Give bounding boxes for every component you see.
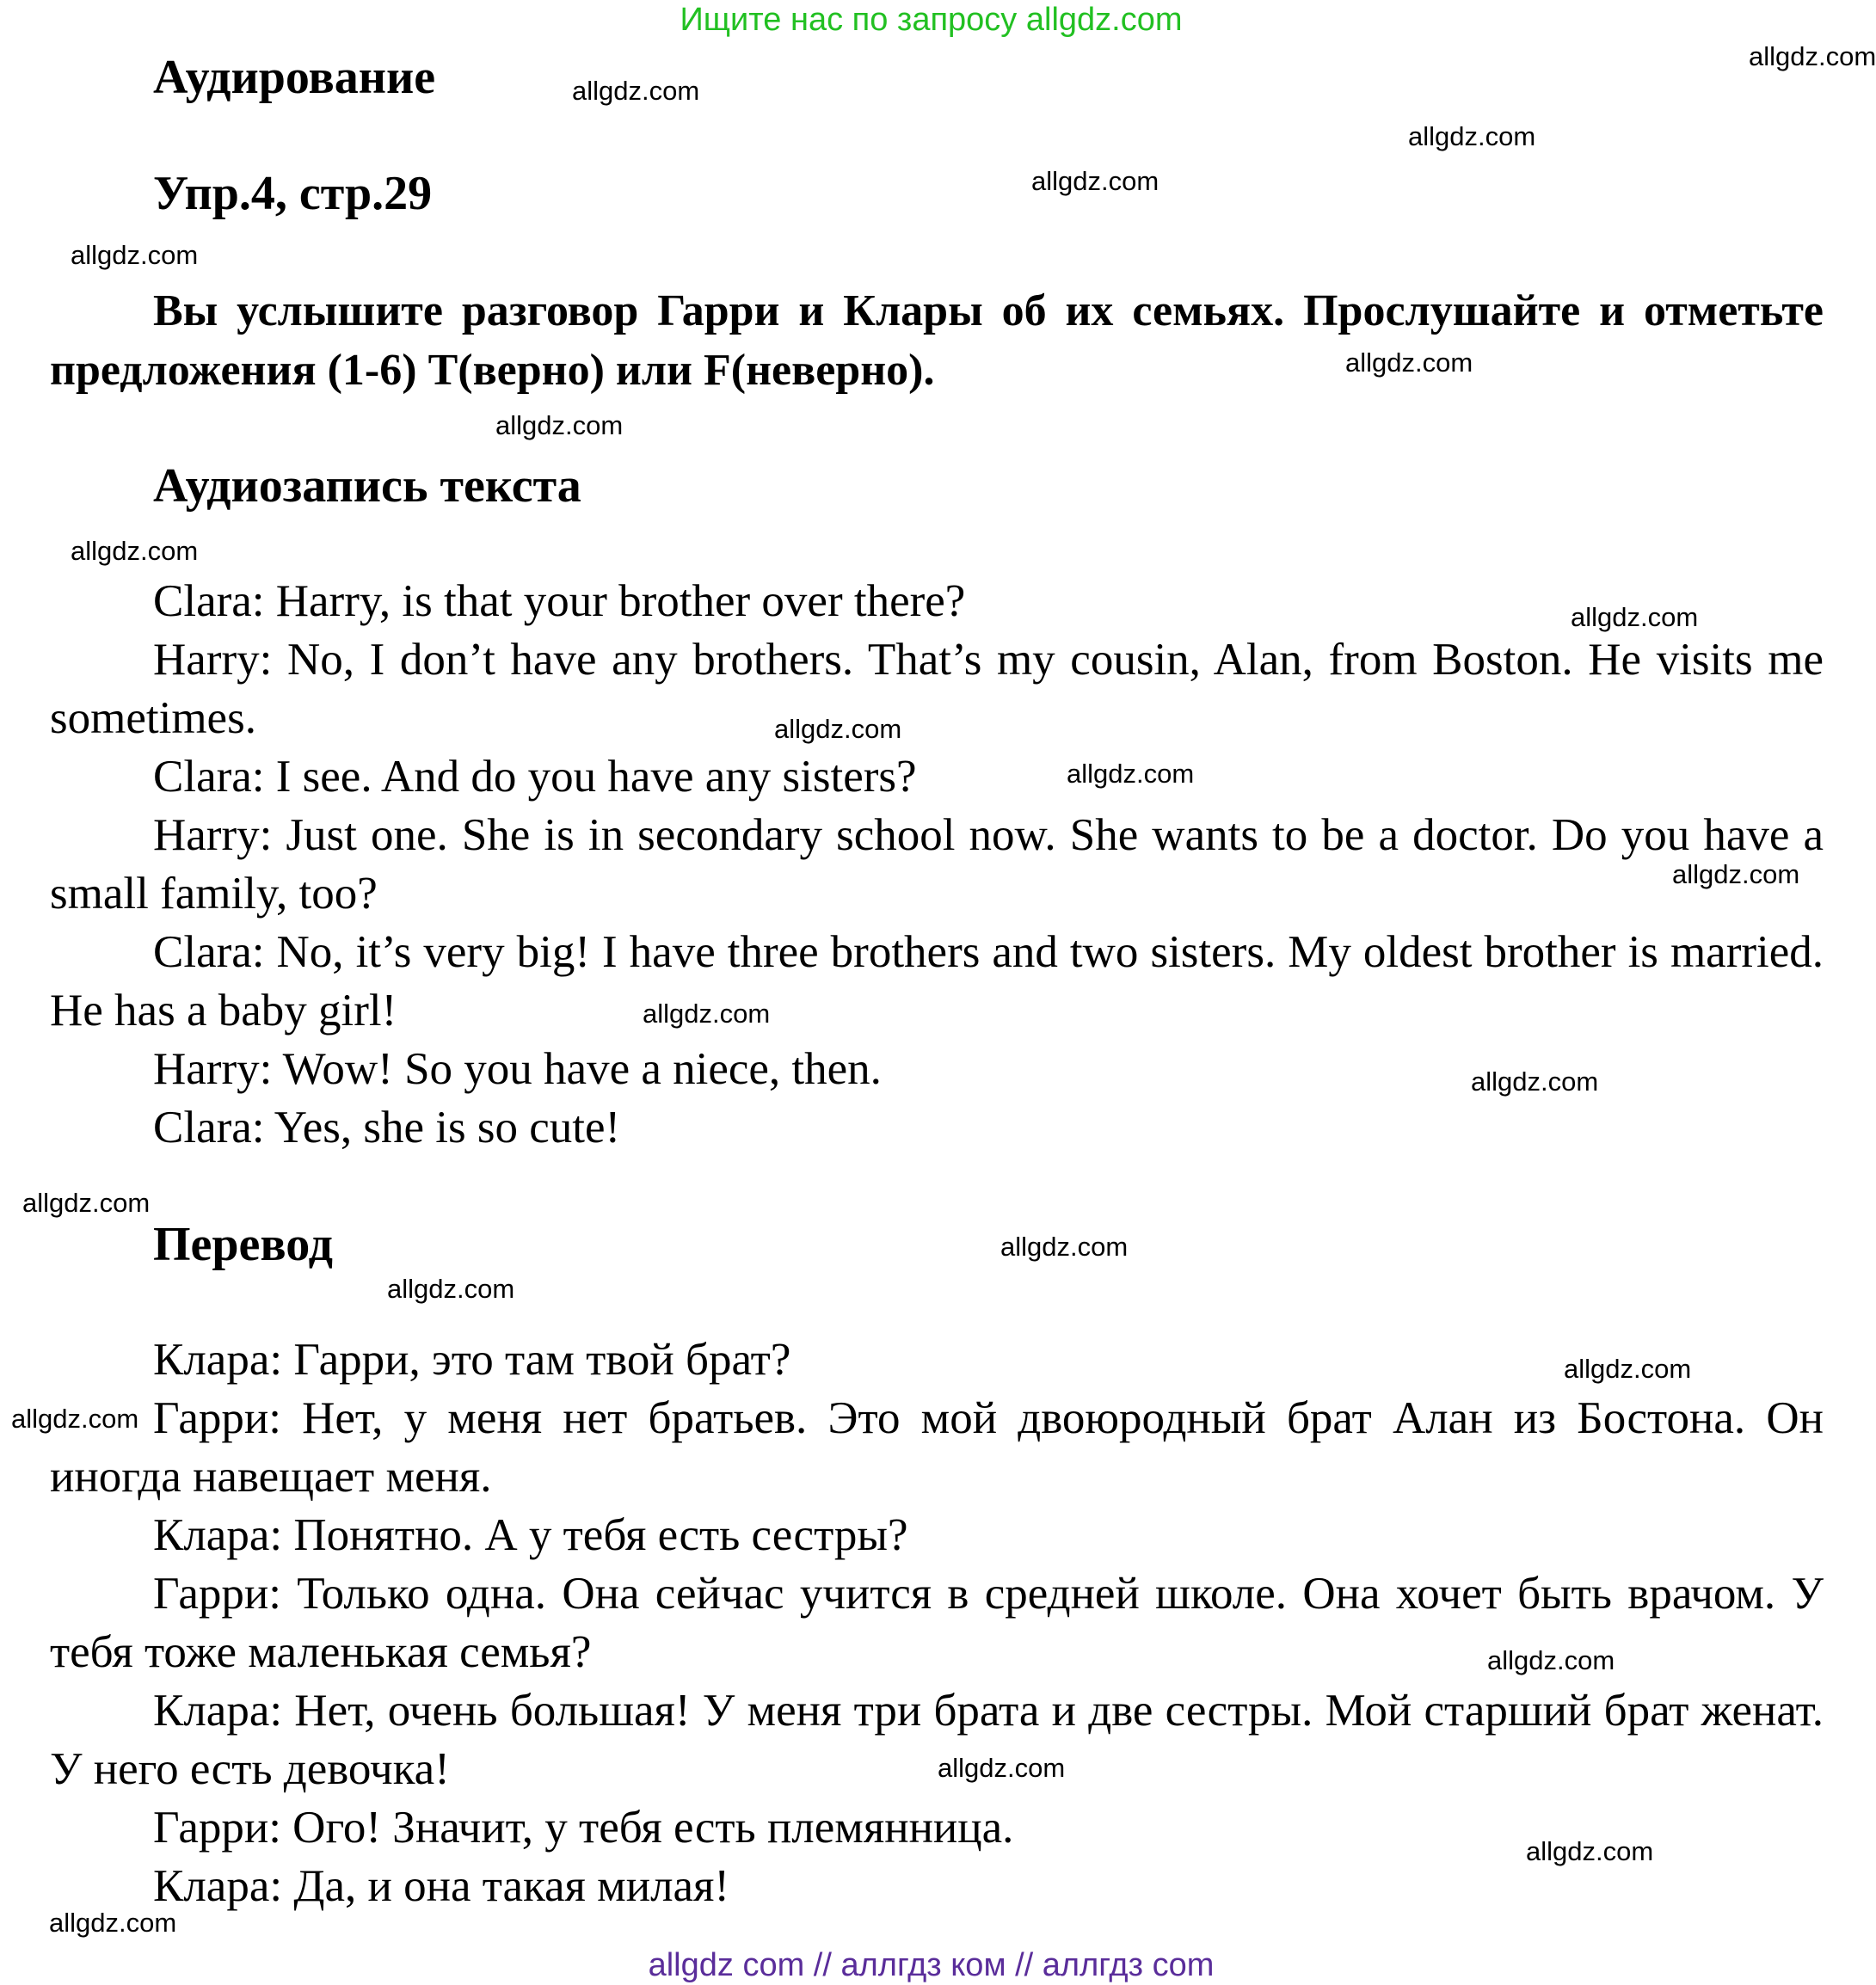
watermark: allgdz.com <box>1067 759 1195 789</box>
translation-line: Гарри: Нет, у меня нет братьев. Это мой двоюродный брат Алан из Бостона. Он иногда навещает меня. <box>50 1393 1824 1502</box>
translation-line: Гарри: Только одна. Она сейчас учится в средней школе. Она хочет быть врачом. У тебя тоже маленькая семья? <box>50 1569 1824 1677</box>
heading-audio-script: Аудиозапись текста <box>153 459 581 513</box>
watermark: allgdz.com <box>1000 1232 1129 1262</box>
translation-line: Клара: Да, и она такая милая! <box>153 1861 730 1911</box>
translation-line: Клара: Понятно. А у тебя есть сестры? <box>153 1510 908 1560</box>
translation-line: Клара: Гарри, это там твой брат? <box>153 1335 791 1385</box>
watermark: allgdz.com <box>387 1274 515 1304</box>
watermark: allgdz.com <box>1408 121 1536 151</box>
heading-exercise: Упр.4, стр.29 <box>153 167 433 220</box>
watermark: allgdz.com <box>774 714 902 744</box>
watermark: allgdz.com <box>1487 1645 1615 1675</box>
dialogue-line: Harry: Wow! So you have a niece, then. <box>153 1044 882 1094</box>
watermark: allgdz.com <box>49 1908 177 1938</box>
watermark: allgdz.com <box>572 76 700 106</box>
top-banner: Ищите нас по запросу allgdz.com <box>680 2 1183 38</box>
watermark: allgdz.com <box>1571 602 1699 632</box>
watermark: allgdz.com <box>11 1404 139 1434</box>
watermark: allgdz.com <box>71 536 199 566</box>
watermark: allgdz.com <box>1672 859 1800 889</box>
watermark: allgdz.com <box>71 240 199 270</box>
footer-links: allgdz com // аллгдз ком // аллгдз com <box>648 1947 1215 1983</box>
dialogue-line: Harry: No, I don’t have any brothers. That’s my cousin, Alan, from Boston. He visits me sometimes. <box>50 635 1824 743</box>
watermark: allgdz.com <box>22 1188 151 1218</box>
heading-translation: Перевод <box>153 1218 333 1271</box>
dialogue-line: Clara: I see. And do you have any sisters? <box>153 752 917 802</box>
watermark: allgdz.com <box>643 999 771 1029</box>
watermark: allgdz.com <box>1345 347 1473 378</box>
watermark: allgdz.com <box>1564 1354 1692 1384</box>
watermark: allgdz.com <box>495 410 624 440</box>
task-instructions: Вы услышите разговор Гарри и Клары об их семьях. Прослушайте и отметьте предложения (1-6) T(верно) или F(неверно). <box>50 286 1824 395</box>
watermark: allgdz.com <box>1471 1066 1599 1097</box>
watermark: allgdz.com <box>938 1753 1066 1783</box>
dialogue-line: Clara: No, it’s very big! I have three brothers and two sisters. My oldest brother is married. He has a baby girl! <box>50 927 1824 1036</box>
dialogue-line: Harry: Just one. She is in secondary school now. She wants to be a doctor. Do you have a small family, too? <box>50 810 1824 919</box>
watermark: allgdz.com <box>1749 41 1876 71</box>
heading-listening: Аудирование <box>153 51 436 104</box>
watermark: allgdz.com <box>1031 166 1159 196</box>
translation-line: Гарри: Ого! Значит, у тебя есть племянница. <box>153 1803 1014 1853</box>
watermark: allgdz.com <box>1526 1836 1654 1866</box>
translation-line: Клара: Нет, очень большая! У меня три брата и две сестры. Мой старший брат женат. У него есть девочка! <box>50 1686 1824 1794</box>
dialogue-line: Clara: Yes, she is so cute! <box>153 1103 621 1152</box>
dialogue-line: Clara: Harry, is that your brother over there? <box>153 576 966 626</box>
